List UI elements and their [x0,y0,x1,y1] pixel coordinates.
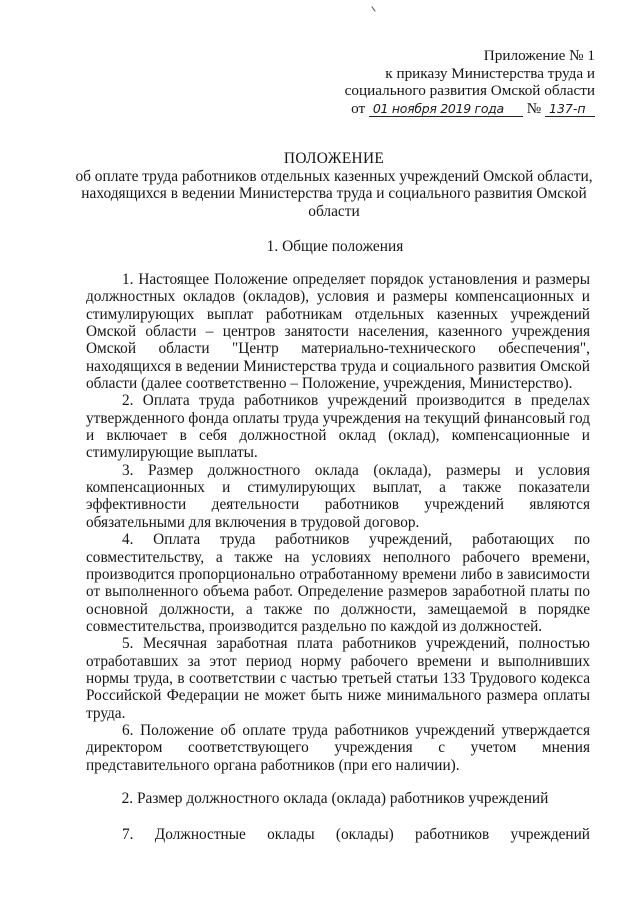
appendix-line-1: Приложение № 1 [483,47,595,64]
paragraph-5: 5. Месячная заработная плата работников учреждений, полностью отработавших за этот период норму рабочего времени и выполнивших нормы труда, в соответствии с частью третьей статьи 133 Трудового кодекса Российской Федерации не может быть ниже минимального размера оплаты труда. [86,635,590,722]
section-heading-1: 1. Общие положения [266,238,404,255]
appendix-date-line [275,100,595,118]
handwritten-number: 137-п [545,102,595,117]
scan-mark [371,6,375,11]
paragraph-4: 4. Оплата труда работников учреждений, работающих по совместительству, а также на условиях неполного рабочего времени, производится пропорционально отработанному времени либо в зависимости от выполненного объема работ. Определение размеров заработной платы по основной должности, а также по должности, замещаемой в порядке совместительства, производится раздельно по каждой из должностей. [86,531,590,635]
appendix-line-2: к приказу Министерства труда и [385,64,595,82]
paragraph-3: 3. Размер должностного оклада (оклада), размеры и условия компенсационных и стимулирующих выплат, а также показатели эффективности деятельности работников учреждений являются обязательными для включения в трудовой договор. [86,461,590,531]
date-prefix: от [351,99,366,117]
appendix-block [275,47,595,117]
handwritten-date: 01 ноября 2019 года [369,102,523,117]
appendix-line-3: социального развития Омской области [344,82,595,99]
number-prefix: № [526,99,542,117]
document-title [74,150,594,220]
paragraph-7: 7. Должностные оклады (оклады) работников учреждений [122,826,590,843]
paragraph-2: 2. Оплата труда работников учреждений производится в пределах утвержденного фонда оплаты труда учреждения на текущий финансовый год и включает в себя должностной оклад (оклад), компенсационные и стимулирующие выплаты. [86,392,590,462]
section-1-body [86,271,590,774]
title-word: ПОЛОЖЕНИЕ [283,150,385,167]
section-heading-2: 2. Размер должностного оклада (оклада) работников учреждений [121,790,549,807]
paragraph-1: 1. Настоящее Положение определяет порядок установления и размеры должностных окладов (окладов), условия и размеры компенсационных и стимулирующих выплат работникам отдельных казенных учреждений Омской области – центров занятости населения, казенного учреждения Омской области "Центр материально-технического обеспечения", находящихся в ведении Министерства труда и социального развития Омской области (далее соответственно – Положение, учреждения, Министерство). [86,271,590,393]
paragraph-6: 6. Положение об оплате труда работников учреждений утверждается директором соответствующего учреждения с учетом мнения представительного органа работников (при его наличии). [86,721,590,774]
title-subtitle: об оплате труда работников отдельных казенных учреждений Омской области, находящихся в ведении Министерства труда и социального развития Омской области [75,167,593,220]
